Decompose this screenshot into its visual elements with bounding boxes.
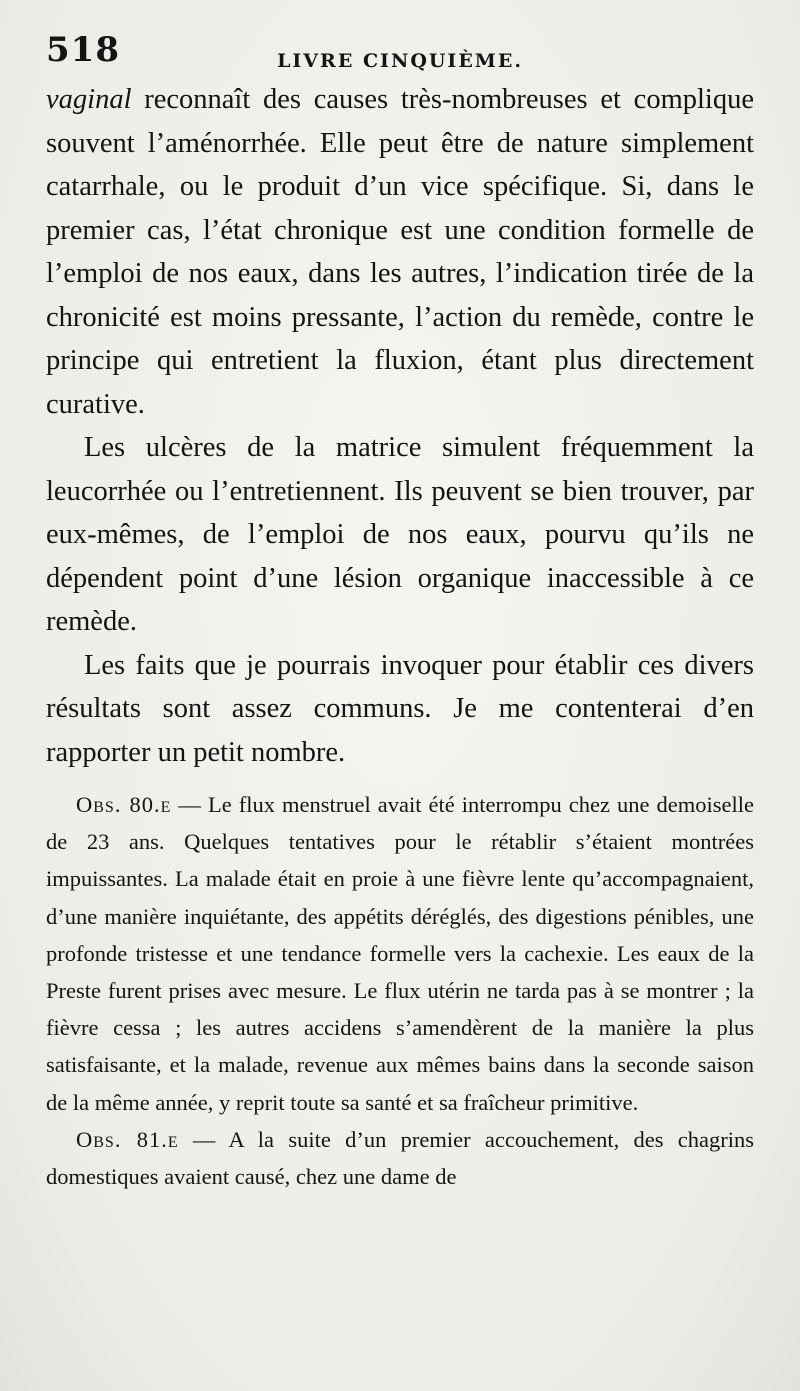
observation-text: — Le flux menstruel avait été interrompu chez une demoiselle de 23 ans. Quelques tentatives pour le rétablir s’étaient montrées impuissantes. La malade était en proie à une fièvre lente qu’accompagnaient, d’une manière inquiétante, des appétits déréglés, des digestions pénibles, une profonde tristesse et une tendance formelle vers la cachexie. Les eaux de la Preste furent prises avec mesure. Le flux utérin ne tarda pas à se montrer ; la fièvre cessa ; les autres accidens s’amendèrent de la manière la plus satisfaisante, et la malade, revenue aux mêmes bains dans la seconde saison de la même année, y reprit toute sa santé et sa fraîcheur primitive. <box>46 792 755 1115</box>
observations <box>46 786 754 1195</box>
paragraph <box>46 78 754 426</box>
observation-text: — A la suite d’un premier accouchement, des chagrins domestiques avaient causé, chez une dame de <box>46 1126 754 1190</box>
paragraph: Les faits que je pourrais invoquer pour établir ces divers résultats sont assez communs. Je me contenterai d’en rapporter un petit nombre. <box>46 649 754 768</box>
observation-label: Obs. 80.e <box>76 792 172 817</box>
observation-label: Obs. 81.e <box>76 1126 179 1152</box>
observation <box>46 1121 754 1195</box>
page-number: 518 <box>46 30 120 70</box>
observation <box>46 786 754 1121</box>
paragraph: Les ulcères de la matrice simulent fréquemment la leucorrhée ou l’entretiennent. Ils peuvent se bien trouver, par eux-mêmes, de l’emploi de nos eaux, pourvu qu’ils ne dépendent point d’une lésion organique inaccessible à ce remède. <box>46 432 754 637</box>
main-text <box>46 78 754 774</box>
italic-word: vaginal <box>46 84 132 115</box>
paragraph-text: reconnaît des causes très-nombreuses et complique souvent l’aménorrhée. Elle peut être de nature simplement catarrhale, ou le produit d’un vice spécifique. Si, dans le premier cas, l’état chronique est une condition formelle de l’emploi de nos eaux, dans les autres, l’indication tirée de la chronicité est moins pressante, l’action du remède, contre le principe qui entretient la fluxion, étant plus directement curative. <box>46 84 754 420</box>
running-head: LIVRE CINQUIÈME. <box>277 50 523 72</box>
page-header <box>46 30 754 78</box>
